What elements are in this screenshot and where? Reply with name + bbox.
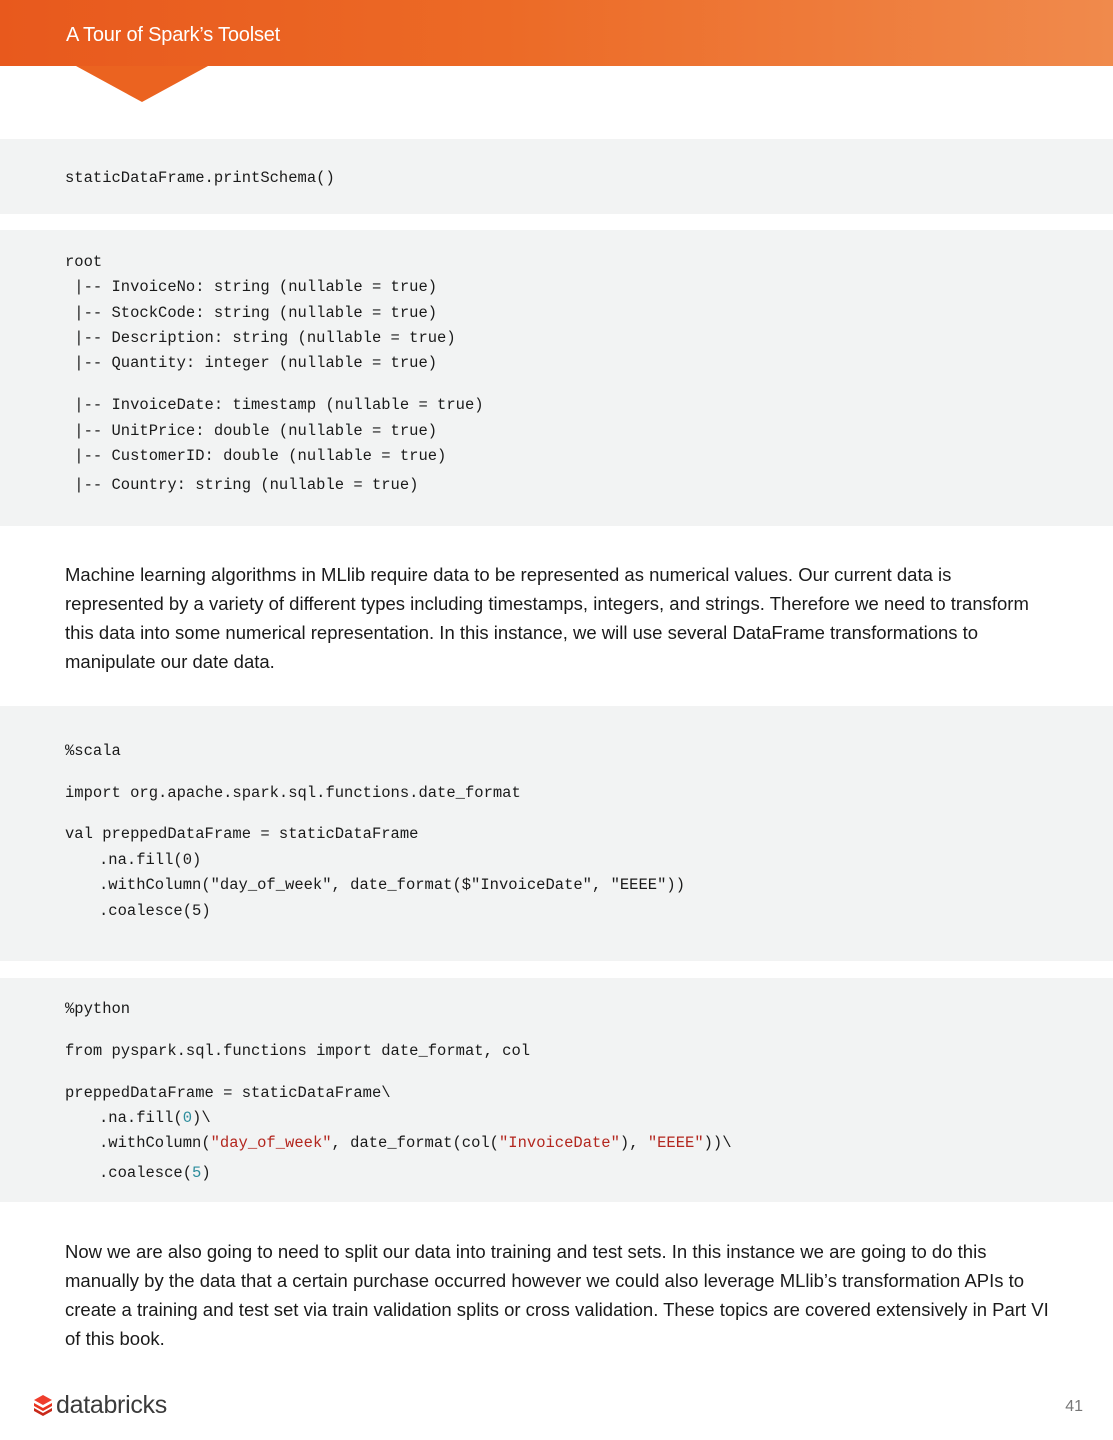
code-line: .na.fill(0) [99,851,202,869]
code-line [65,1133,732,1153]
paragraph-mllib-intro: Machine learning algorithms in MLlib require data to be represented as numerical values. Our current data is represented by a variety of different types including timestamps, integers, and strings. Therefore we need to transform this data into some numerical representation. In this instance, we will use several DataFrame transformations to manipulate our date data. [65,564,1029,672]
schema-field: |-- Country: string (nullable = true) [65,476,419,494]
code-line: .withColumn("day_of_week", date_format($"InvoiceDate", "EEEE")) [99,876,685,894]
code-token: ), [619,1134,648,1152]
code-magic: %scala [65,742,121,760]
code-line: from pyspark.sql.functions import date_format, col [65,1042,531,1060]
databricks-stack-icon [33,1394,53,1416]
paragraph-train-test-split: Now we are also going to need to split our data into training and test sets. In this instance we are going to do this manually by the data that a certain purchase occurred however we could also leverage MLlib’s transformation APIs to create a training and test set via train validation splits or cross validation. These topics are covered extensively in Part VI of this book. [65,1241,1049,1349]
schema-field: |-- CustomerID: double (nullable = true) [65,447,447,465]
code-magic: %python [65,1000,131,1018]
databricks-logo [33,1391,167,1419]
code-line: val preppedDataFrame = staticDataFrame [65,825,419,843]
header-notch [76,66,208,102]
schema-field: |-- Description: string (nullable = true) [65,329,456,347]
schema-root: root [65,253,103,271]
code-block-scala [0,706,1113,961]
schema-field: |-- UnitPrice: double (nullable = true) [65,422,438,440]
code-token: ))\ [703,1134,732,1152]
code-block-print-schema [0,139,1113,214]
schema-field: |-- Quantity: integer (nullable = true) [65,354,438,372]
logo-text: databricks [56,1390,167,1419]
code-token: .na.fill( [99,1109,183,1127]
code-line [65,1163,211,1183]
code-token: , date_format(col( [331,1134,499,1152]
code-string: "InvoiceDate" [498,1134,620,1152]
schema-field: |-- InvoiceNo: string (nullable = true) [65,278,438,296]
schema-field: |-- InvoiceDate: timestamp (nullable = true) [65,396,484,414]
code-line [65,1108,211,1128]
code-block-python [0,978,1113,1202]
code-token: .withColumn( [99,1134,211,1152]
code-number: 5 [192,1164,202,1182]
header-banner [0,0,1113,66]
code-number: 0 [182,1109,193,1127]
code-line: import org.apache.spark.sql.functions.date_format [65,784,521,802]
code-line: .coalesce(5) [99,902,211,920]
chapter-title: A Tour of Spark’s Toolset [66,24,281,46]
code-token: ) [201,1164,211,1182]
code-block-schema-output [0,230,1113,526]
code-line: staticDataFrame.printSchema() [65,169,335,187]
code-line: preppedDataFrame = staticDataFrame\ [65,1084,391,1102]
page-number: 41 [1065,1398,1083,1415]
code-token: )\ [192,1109,211,1127]
code-string: "EEEE" [647,1134,704,1152]
code-token: .coalesce( [99,1164,193,1182]
schema-field: |-- StockCode: string (nullable = true) [65,304,438,322]
code-string: "day_of_week" [210,1134,332,1152]
